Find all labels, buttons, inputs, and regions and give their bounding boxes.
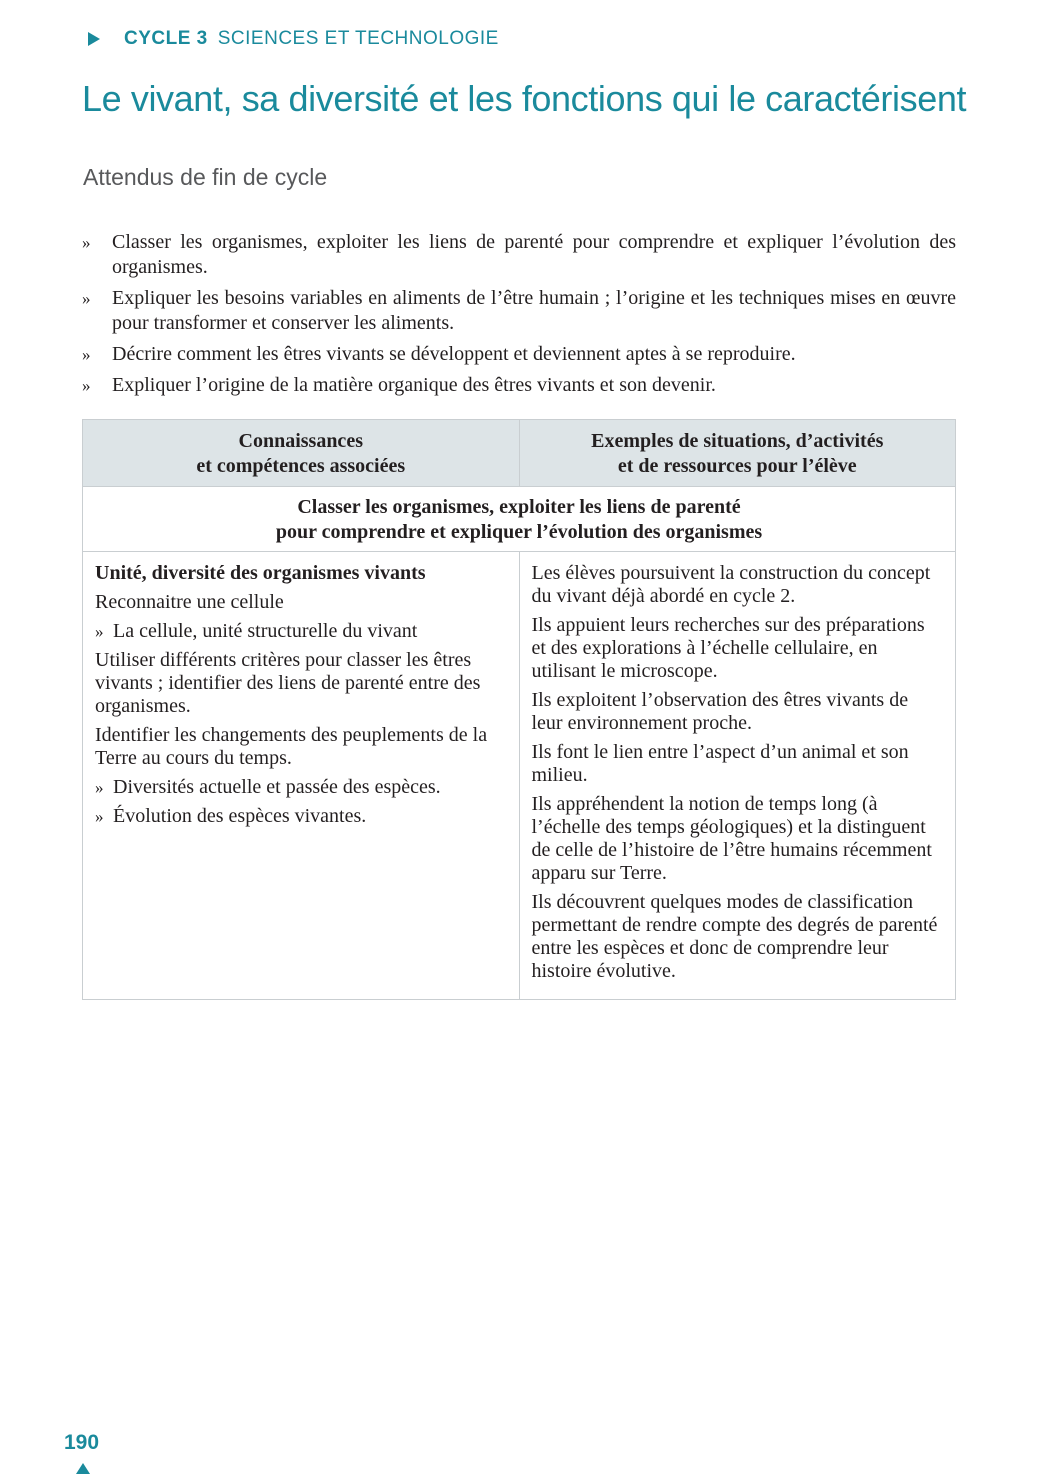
up-triangle-icon <box>76 1463 90 1474</box>
section-subtitle: Attendus de fin de cycle <box>83 164 328 190</box>
list-item: » Expliquer les besoins variables en aliments de l’être humain ; l’origine et les techniques mises en œuvre pour transformer et conserver les aliments. <box>82 287 956 334</box>
knowledge-cell <box>83 552 519 999</box>
list-item: » Classer les organismes, exploiter les liens de parenté pour comprendre et expliquer l’évolution des organismes. <box>82 231 956 278</box>
competences-table <box>82 419 956 1000</box>
cell-paragraph: Ils découvrent quelques modes de classification permettant de rendre compte des degrés de parenté entre les espèces et donc de comprendre leur histoire évolutive. <box>531 891 938 982</box>
cell-list-item: » Diversités actuelle et passée des espèces. <box>95 776 441 798</box>
cell-paragraph: Ils exploitent l’observation des êtres vivants de leur environnement proche. <box>531 689 909 734</box>
bullet-marker: » <box>82 233 91 252</box>
header-cell-knowledge: Connaissances et compétences associées <box>196 430 406 477</box>
subject-label: SCIENCES ET TECHNOLOGIE <box>217 28 499 49</box>
cell-paragraph: Les élèves poursuivent la construction du concept du vivant déjà abordé en cycle 2. <box>531 562 931 607</box>
bullet-marker: » <box>82 345 91 364</box>
bullet-marker: » <box>95 622 104 641</box>
cell-paragraph: Identifier les changements des peuplements de la Terre au cours du temps. <box>95 724 488 769</box>
list-item: » Décrire comment les êtres vivants se développent et deviennent aptes à se reproduire. <box>82 343 796 365</box>
play-triangle-icon <box>88 32 100 46</box>
bullet-marker: » <box>95 778 104 797</box>
bullet-marker: » <box>82 289 91 308</box>
running-header <box>88 26 499 52</box>
cell-paragraph: Ils appuient leurs recherches sur des préparations et des explorations à l’échelle cellulaire, en utilisant le microscope. <box>531 614 925 682</box>
bullet-marker: » <box>95 807 104 826</box>
header-cell-examples: Exemples de situations, d’activités et de ressources pour l’élève <box>519 420 956 486</box>
page-title: Le vivant, sa diversité et les fonctions qui le caractérisent <box>82 78 967 119</box>
table-header <box>83 420 955 487</box>
cell-paragraph: Ils font le lien entre l’aspect d’un animal et son milieu. <box>531 741 909 786</box>
table-section-title: Classer les organismes, exploiter les liens de parenté pour comprendre et expliquer l’évolution des organismes <box>83 487 955 552</box>
cycle-label: CYCLE 3 <box>124 28 208 49</box>
list-item: » Expliquer l’origine de la matière organique des êtres vivants et son devenir. <box>82 374 716 396</box>
examples-cell <box>519 552 956 999</box>
table-row <box>83 552 955 999</box>
cell-heading: Unité, diversité des organismes vivants <box>95 562 426 584</box>
cell-paragraph: Utiliser différents critères pour classer les êtres vivants ; identifier des liens de parenté entre des organismes. <box>95 649 481 717</box>
cell-list-item: » Évolution des espèces vivantes. <box>95 805 367 827</box>
cell-paragraph: Reconnaitre une cellule <box>95 591 284 613</box>
outcomes-list <box>82 230 956 404</box>
page-number: 190 <box>64 1431 100 1454</box>
bullet-marker: » <box>82 376 91 395</box>
cell-list-item: » La cellule, unité structurelle du vivant <box>95 620 418 642</box>
cell-paragraph: Ils appréhendent la notion de temps long (à l’échelle des temps géologiques) et la distinguent de celle de l’histoire de l’être humains récemment apparu sur Terre. <box>531 793 932 884</box>
